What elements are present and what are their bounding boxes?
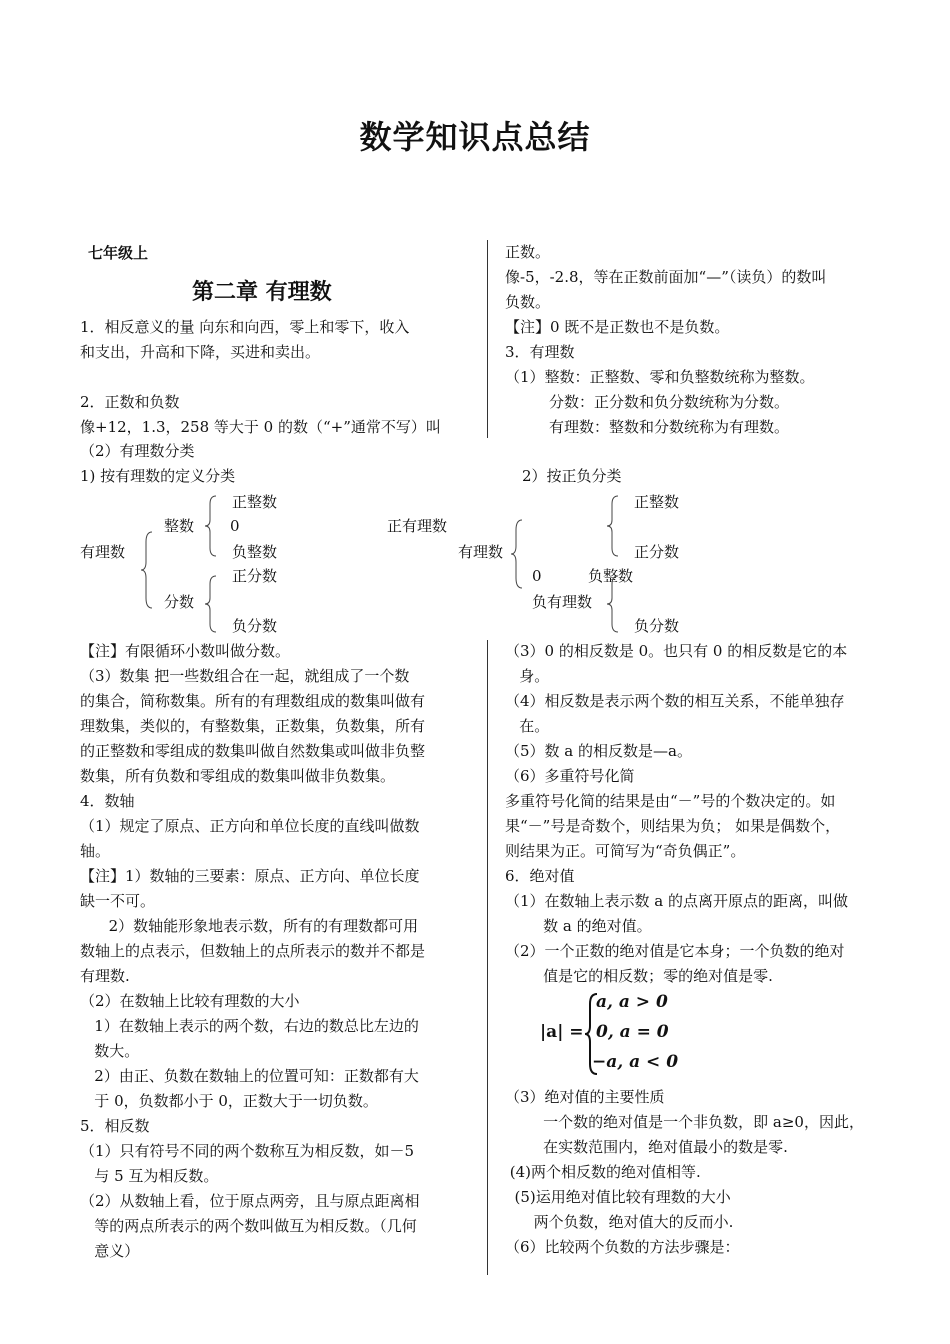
tree-right-neg-frac: 负分数 [634, 617, 680, 635]
brace-left-fraction [204, 574, 218, 634]
text-line: 则结果为正。可简写为“奇负偶正”。 [505, 842, 746, 860]
brace-right-positive [606, 494, 620, 558]
tree-right-neg-label: 负有理数 [532, 593, 593, 611]
tree-left-root: 有理数 [80, 543, 126, 561]
text-line: （3）绝对值的主要性质 [505, 1088, 665, 1106]
tree-left-neg-frac: 负分数 [232, 617, 278, 635]
text-line [80, 365, 480, 390]
text-line: 2．正数和负数 [80, 393, 180, 411]
text-line: 6．绝对值 [505, 867, 575, 885]
text-line: （4）相反数是表示两个数的相互关系，不能单独存 [505, 692, 845, 710]
text-line: 1．相反意义的量 向东和向西，零上和零下，收入 [80, 318, 410, 336]
tree-right-pos-int: 正整数 [634, 493, 680, 511]
text-line: 数轴上的点表示，但数轴上的点所表示的数并不都是 [80, 942, 426, 960]
text-line: 正数。 [505, 243, 551, 261]
text-line: 值是它的相反数；零的绝对值是零. [505, 967, 773, 985]
right-bottom-text [505, 639, 925, 989]
text-line: 理数集，类似的，有整数集，正数集，负数集，所有 [80, 717, 426, 735]
chapter-title: 第二章 有理数 [192, 279, 332, 305]
text-line: 轴。 [80, 842, 111, 860]
text-line: 1）在数轴上表示的两个数，右边的数总比左边的 [80, 1017, 419, 1035]
formula-case-1: a, a > 0 [596, 992, 668, 1012]
text-line: 身。 [505, 667, 550, 685]
classify-left-heading: 1) 按有理数的定义分类 [80, 467, 236, 485]
text-line: 2）由正、负数在数轴上的位置可知：正数都有大 [80, 1067, 419, 1085]
brace-right-negative [606, 574, 620, 634]
text-line: 数大。 [80, 1042, 140, 1060]
brace-right-root [510, 518, 524, 590]
tree-right-pos-frac: 正分数 [634, 543, 680, 561]
text-line: 在。 [505, 717, 550, 735]
text-line: （6）比较两个负数的方法步骤是： [505, 1238, 740, 1256]
text-line: 【注】0 既不是正数也不是负数。 [505, 318, 730, 336]
text-line: （1）整数：正整数、零和负整数统称为整数。 [505, 368, 815, 386]
tree-right-neg-int: 负整数 [588, 567, 634, 585]
text-line: 像-5，-2.8，等在正数前面加“—”（读负）的数叫 [505, 268, 827, 286]
text-line: 数集，所有负数和零组成的数集叫做非负数集。 [80, 767, 396, 785]
tree-right-pos-label: 正有理数 [387, 517, 448, 535]
text-line: （3）数集 把一些数组合在一起，就组成了一个数 [80, 667, 410, 685]
tree-left-pos-int: 正整数 [232, 493, 278, 511]
text-line: 分数：正分数和负分数统称为分数。 [549, 393, 790, 411]
left-bottom-text [80, 639, 480, 1264]
text-line: 像+12，1.3，258 等大于 0 的数（“+”通常不写）叫 [80, 418, 441, 436]
text-line: 2）数轴能形象地表示数，所有的有理数都可用 [80, 917, 419, 935]
text-line: 4．数轴 [80, 792, 135, 810]
tree-right-zero: 0 [532, 567, 542, 585]
text-line: （5）数 a 的相反数是—a。 [505, 742, 692, 760]
text-line: 缺一不可。 [80, 892, 156, 910]
text-line: 在实数范围内，绝对值最小的数是零. [505, 1138, 788, 1156]
text-line: 【注】1）数轴的三要素：原点、正方向、单位长度 [80, 867, 420, 885]
column-divider-top [487, 240, 488, 438]
tree-left-neg-int: 负整数 [232, 543, 278, 561]
text-line: 的正整数和零组成的数集叫做自然数集或叫做非负整 [80, 742, 426, 760]
right-top-text [505, 240, 925, 440]
text-line: （2）从数轴上看，位于原点两旁，且与原点距离相 [80, 1192, 420, 1210]
classify-heading: （2）有理数分类 [80, 442, 195, 460]
classify-right-heading: 2）按正负分类 [522, 467, 622, 485]
text-line: 多重符号化简的结果是由“－”号的个数决定的。如 [505, 792, 836, 810]
tree-left-zero: 0 [230, 517, 240, 535]
text-line: 的集合，简称数集。所有的有理数组成的数集叫做有 [80, 692, 426, 710]
text-line: 与 5 互为相反数。 [80, 1167, 219, 1185]
text-line: 一个数的绝对值是一个非负数，即 a≥0，因此， [505, 1113, 864, 1131]
text-line: (5)运用绝对值比较有理数的大小 [505, 1188, 731, 1206]
column-divider-bottom [487, 640, 488, 1275]
brace-left-integer [204, 494, 218, 558]
text-line: （3）0 的相反数是 0。也只有 0 的相反数是它的本 [505, 642, 848, 660]
tree-left-pos-frac: 正分数 [232, 567, 278, 585]
text-line: 等的两点所表示的两个数叫做互为相反数。（几何 [80, 1217, 417, 1235]
text-line: (4)两个相反数的绝对值相等. [505, 1163, 701, 1181]
text-line: 有理数：整数和分数统称为有理数。 [549, 418, 790, 436]
text-line: （2）在数轴上比较有理数的大小 [80, 992, 300, 1010]
formula-case-2: 0, a = 0 [596, 1022, 669, 1042]
right-end-text [505, 1085, 925, 1260]
text-line: 果“－”号是奇数个，则结果为负； 如果是偶数个， [505, 817, 841, 835]
text-line: 意义） [80, 1242, 140, 1260]
tree-left-integer: 整数 [164, 517, 195, 535]
tree-left-fraction: 分数 [164, 593, 195, 611]
abs-value-formula [540, 990, 680, 1078]
text-line: 两个负数，绝对值大的反而小. [505, 1213, 734, 1231]
text-line: 3．有理数 [505, 343, 575, 361]
text-line: 有理数. [80, 967, 130, 985]
left-top-text [80, 315, 480, 440]
text-line: （1）只有符号不同的两个数称互为相反数，如－5 [80, 1142, 415, 1160]
formula-case-3: −a, a < 0 [592, 1052, 679, 1072]
text-line: 【注】有限循环小数叫做分数。 [80, 642, 291, 660]
text-line: （1）规定了原点、正方向和单位长度的直线叫做数 [80, 817, 420, 835]
text-line: （1）在数轴上表示数 a 的点离开原点的距离，叫做 [505, 892, 849, 910]
brace-left-root [140, 530, 154, 610]
text-line: 和支出，升高和下降，买进和卖出。 [80, 343, 321, 361]
tree-right-root: 有理数 [458, 543, 504, 561]
text-line: 5．相反数 [80, 1117, 150, 1135]
page-title: 数学知识点总结 [359, 118, 591, 156]
text-line: 于 0，负数都小于 0，正数大于一切负数。 [80, 1092, 378, 1110]
text-line: 负数。 [505, 293, 551, 311]
formula-lhs: |a| = [540, 1022, 584, 1042]
text-line: 数 a 的绝对值。 [505, 917, 652, 935]
text-line: （2）一个正数的绝对值是它本身；一个负数的绝对 [505, 942, 845, 960]
grade-label: 七年级上 [88, 244, 149, 262]
text-line: （6）多重符号化简 [505, 767, 635, 785]
